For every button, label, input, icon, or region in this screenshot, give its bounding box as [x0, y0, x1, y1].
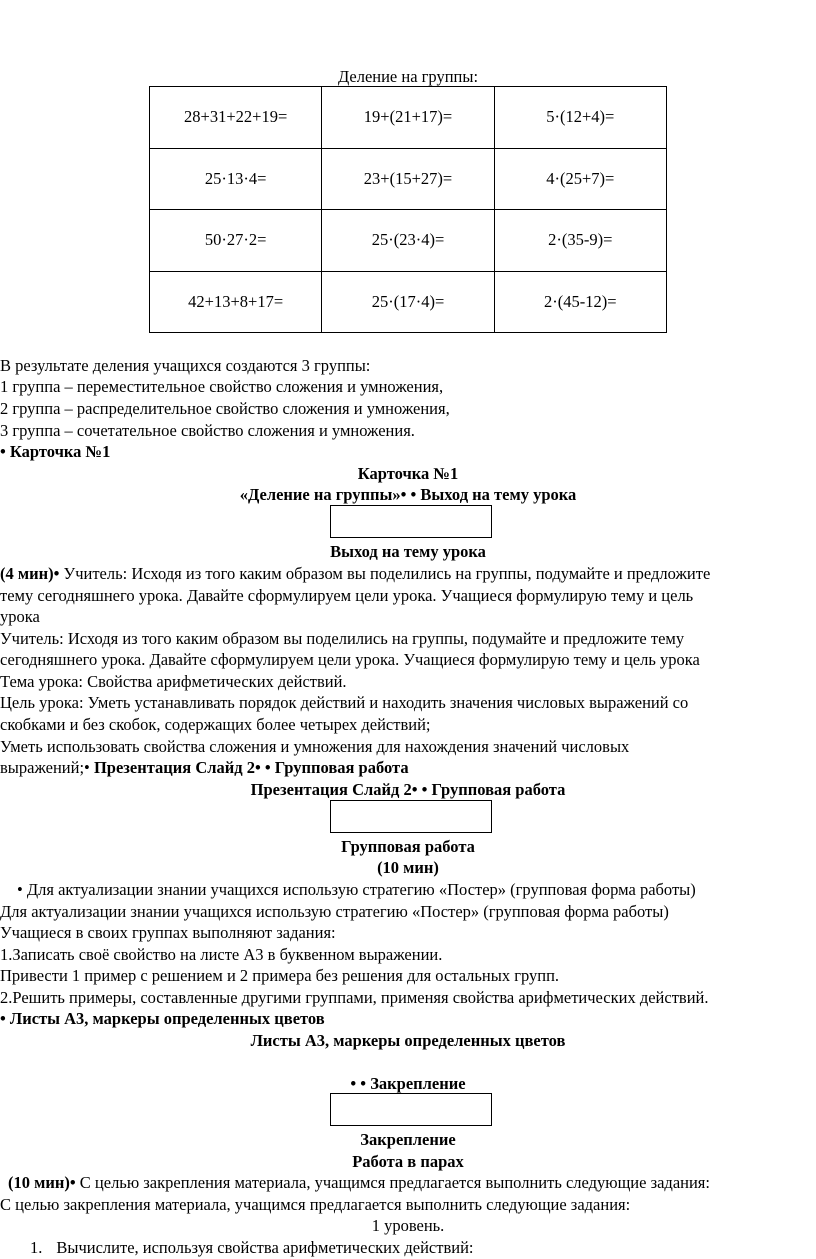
table-cell: 2·(45-12)=	[494, 271, 666, 333]
text-line	[0, 757, 409, 778]
text-line: сегодняшнего урока. Давайте сформулируем цели урока. Учащиеся формулирую тему и цель урока	[0, 650, 700, 669]
materials-bullet: • Листы А3, маркеры определенных цветов	[0, 1009, 325, 1028]
table-cell: 25·(17·4)=	[322, 271, 494, 333]
table-row	[150, 148, 667, 210]
text-span: Учитель: Исходя из того каким образом вы поделились на группы, подумайте и предложите	[59, 564, 711, 583]
section-title: Презентация Слайд 2• • Групповая работа	[250, 780, 566, 799]
text-line: 1.Записать своё свойство на листе А3 в буквенном выражении.	[0, 945, 443, 964]
text-line: Тема урока: Свойства арифметических действий.	[0, 672, 347, 691]
card-title: Карточка №1	[357, 464, 459, 483]
text-span: выражений;•	[0, 758, 90, 777]
level-label: 1 уровень.	[371, 1216, 445, 1235]
list-number: 1.	[30, 1238, 43, 1257]
text-line: урока	[0, 607, 40, 626]
text-line: Привести 1 пример с решением и 2 примера без решения для остальных групп.	[0, 966, 560, 985]
placeholder-box	[330, 800, 492, 833]
table-cell: 25·(23·4)=	[322, 210, 494, 272]
text-line: В результате деления учащихся создаются 3 группы:	[0, 356, 371, 375]
card-subtitle: «Деление на группы»• • Выход на тему урока	[239, 485, 577, 504]
table-cell: 5·(12+4)=	[494, 87, 666, 149]
section-subtitle: Работа в парах	[352, 1152, 464, 1171]
table-cell: 28+31+22+19=	[150, 87, 322, 149]
section-title: • • Закрепление	[350, 1074, 466, 1093]
table-cell: 23+(15+27)=	[322, 148, 494, 210]
text-span-bold: Презентация Слайд 2• • Групповая работа	[89, 758, 409, 777]
section-title: Выход на тему урока	[330, 542, 486, 561]
section-title: Закрепление	[360, 1130, 456, 1149]
text-line	[0, 563, 710, 584]
table-row	[150, 87, 667, 149]
table-cell: 42+13+8+17=	[150, 271, 322, 333]
list-item	[30, 1237, 474, 1258]
text-line: С целью закрепления материала, учащимся предлагается выполнить следующие задания:	[0, 1195, 631, 1214]
text-line: 2 группа – распределительное свойство сложения и умножения,	[0, 399, 450, 418]
text-span: С целью закрепления материала, учащимся предлагается выполнить следующие задания:	[75, 1173, 710, 1192]
groups-heading: Деление на группы:	[337, 67, 479, 86]
text-line: тему сегодняшнего урока. Давайте сформулируем цели урока. Учащиеся формулирую тему и цель	[0, 586, 694, 605]
table-cell: 50·27·2=	[150, 210, 322, 272]
text-line: Уметь использовать свойства сложения и умножения для нахождения значений числовых	[0, 737, 630, 756]
placeholder-box	[330, 1093, 492, 1126]
text-line	[8, 1172, 710, 1193]
text-line: Для актуализации знании учащихся использую стратегию «Постер» (групповая форма работы)	[0, 902, 669, 921]
text-line: скобками и без скобок, содержащих более четырех действий;	[0, 715, 431, 734]
text-line: Учитель: Исходя из того каким образом вы поделились на группы, подумайте и предложите тему	[0, 629, 685, 648]
text-line: 1 группа – переместительное свойство сложения и умножения,	[0, 377, 444, 396]
expressions-table	[149, 86, 667, 333]
card-bullet-heading: • Карточка №1	[0, 442, 111, 461]
table-cell: 25·13·4=	[150, 148, 322, 210]
text-line: Учащиеся в своих группах выполняют задания:	[0, 923, 336, 942]
table-row	[150, 271, 667, 333]
table-row	[150, 210, 667, 272]
text-line: • Для актуализации знании учащихся использую стратегию «Постер» (групповая форма работы)	[17, 880, 696, 899]
text-line: 2.Решить примеры, составленные другими группами, применяя свойства арифметических действий.	[0, 988, 709, 1007]
table-cell: 19+(21+17)=	[322, 87, 494, 149]
section-title: Групповая работа	[341, 837, 475, 856]
text-line: Цель урока: Уметь устанавливать порядок действий и находить значения числовых выражений со	[0, 693, 689, 712]
section-time: (10 мин)	[377, 858, 439, 877]
section-title: Листы А3, маркеры определенных цветов	[250, 1031, 566, 1050]
table-cell: 4·(25+7)=	[494, 148, 666, 210]
table-cell: 2·(35-9)=	[494, 210, 666, 272]
time-label: (4 мин)•	[0, 564, 60, 583]
placeholder-box	[330, 505, 492, 538]
time-label: (10 мин)•	[8, 1173, 76, 1192]
text-line: 3 группа – сочетательное свойство сложения и умножения.	[0, 421, 415, 440]
list-item-text: Вычислите, используя свойства арифметических действий:	[56, 1238, 474, 1257]
